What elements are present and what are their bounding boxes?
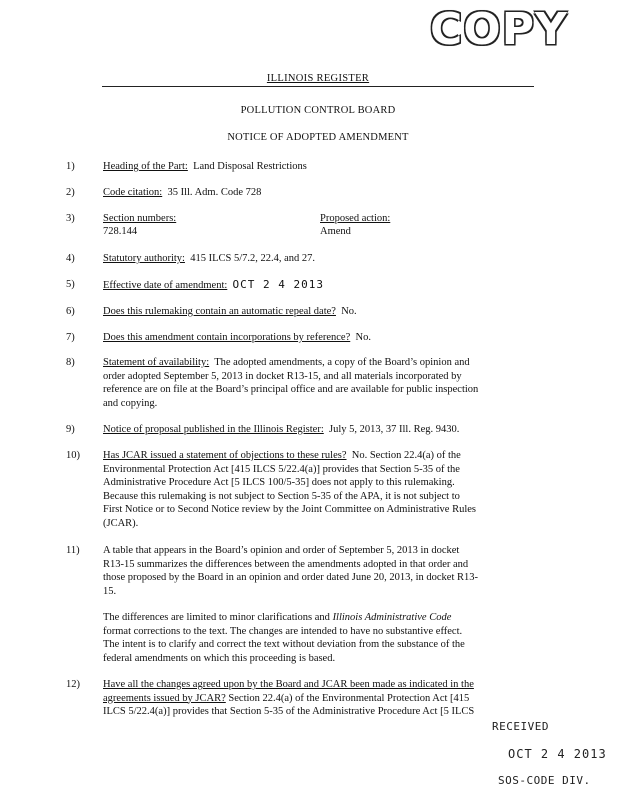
item-number: 7) <box>66 332 75 343</box>
register-title: ILLINOIS REGISTER <box>102 72 534 87</box>
effective-date-stamp: OCT 2 4 2013 <box>232 278 325 291</box>
division-stamp: SOS-CODE DIV. <box>498 774 591 787</box>
received-date-stamp: OCT 2 4 2013 <box>508 747 607 761</box>
item-availability: Statement of availability: The adopted amendments, a copy of the Board’s opinion and order adopted September 5, 2013 in docket R13-15, and all materials incorporated by reference are on file at the Board’s principal office and are available for public inspection and copying. <box>103 357 479 409</box>
section-numbers-label: Section numbers: <box>103 213 177 224</box>
item-jcar-objections: Has JCAR issued a statement of objections to these rules? No. Section 22.4(a) of the Environmental Protection Act [415 ILCS 5/22.4(a)] provides that Section 5-35 of the Administrative Procedure Act [5 ILCS 100/5-35] does not apply to this rulemaking. Because this rulemaking is not subject to Section 5-35 of the APA, it is not subject to First Notice or to Second Notice review by the Joint Committee on Administrative Rules (JCAR). <box>103 450 476 529</box>
item-differences-table: A table that appears in the Board’s opinion and order of September 5, 2013 in docket R13-15 summarizes the differences between the amendments adopted in that order and those proposed by the Board in an opinion and order dated June 20, 2013, in docket R13- 15. <box>103 545 479 597</box>
item-number: 5) <box>66 279 75 290</box>
notice-title: NOTICE OF ADOPTED AMENDMENT <box>227 132 409 143</box>
item-differences-explanation: The differences are limited to minor clarifications and Illinois Administrative Code format corrections to the text. The changes are intended to have no substantive effect. The intent is to clarify and correct the text without deviation from the substance of the federal amendments on which this proceeding is based. <box>103 612 465 664</box>
board-name: POLLUTION CONTROL BOARD <box>240 105 396 116</box>
item-incorporations: Does this amendment contain incorporations by reference? No. <box>103 332 371 343</box>
item-number: 10) <box>66 450 80 461</box>
item-number: 2) <box>66 187 75 198</box>
item-repeal-date: Does this rulemaking contain an automatic repeal date? No. <box>103 306 357 317</box>
copy-stamp: COPY <box>430 4 568 55</box>
item-number: 11) <box>66 545 80 556</box>
item-heading: Heading of the Part: Land Disposal Restrictions <box>103 161 307 172</box>
item-number: 6) <box>66 306 75 317</box>
item-number: 1) <box>66 161 75 172</box>
proposed-action-label: Proposed action: <box>320 213 391 224</box>
item-effective-date: Effective date of amendment: OCT 2 4 2013 <box>103 278 325 291</box>
item-number: 12) <box>66 679 80 690</box>
item-number: 3) <box>66 213 75 224</box>
item-number: 9) <box>66 424 75 435</box>
item-jcar-agreements: Have all the changes agreed upon by the Board and JCAR been made as indicated in the agreements issued by JCAR? Section 22.4(a) of the Environmental Protection Act [415 ILCS 5/22.4(a)] provides that Section 5-35 of the Administrative Procedure Act [5 ILCS <box>103 679 475 717</box>
item-number: 4) <box>66 253 75 264</box>
item-notice-of-proposal: Notice of proposal published in the Illinois Register: July 5, 2013, 37 Ill. Reg. 9430. <box>103 424 460 435</box>
section-numbers-value: 728.144 <box>103 226 138 237</box>
item-code-citation: Code citation: 35 Ill. Adm. Code 728 <box>103 187 262 198</box>
proposed-action-value: Amend <box>320 226 351 237</box>
item-number: 8) <box>66 357 75 368</box>
item-statutory-authority: Statutory authority: 415 ILCS 5/7.2, 22.4, and 27. <box>103 253 316 264</box>
received-stamp: RECEIVED <box>492 720 549 733</box>
